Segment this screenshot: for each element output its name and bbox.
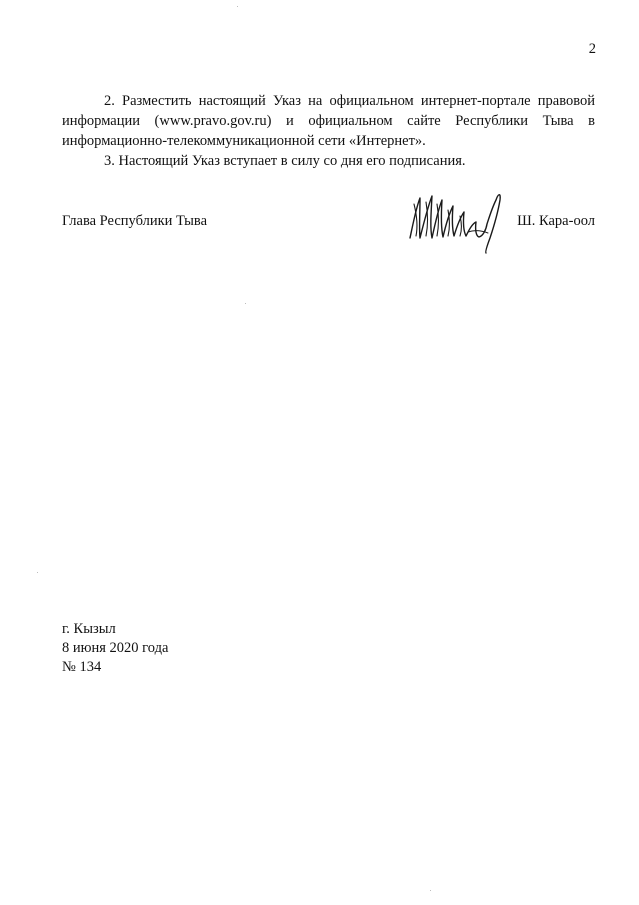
paragraph-publication: 2. Разместить настоящий Указ на официальном интернет-портале правовой информации (www.pravo.gov.ru) и официальном сайте Республики Тыва в информационно-телекоммуникационной сети «Интернет». (62, 93, 595, 149)
footer-city: г. Кызыл (62, 621, 116, 637)
page-number: 2 (588, 41, 596, 57)
scan-speck (430, 890, 431, 891)
document-body (62, 91, 595, 171)
footer-date: 8 июня 2020 года (62, 640, 169, 656)
signer-name: Ш. Кара-оол (517, 213, 595, 229)
scan-speck (245, 303, 246, 304)
paragraph-effective-date: 3. Настоящий Указ вступает в силу со дня его подписания. (104, 153, 466, 169)
footer-number: № 134 (62, 659, 102, 675)
document-footer (62, 620, 168, 677)
signer-title: Глава Республики Тыва (62, 213, 208, 229)
scan-speck (37, 572, 38, 573)
scan-speck (237, 6, 238, 7)
handwritten-signature (404, 186, 504, 254)
signature-block (62, 186, 595, 256)
